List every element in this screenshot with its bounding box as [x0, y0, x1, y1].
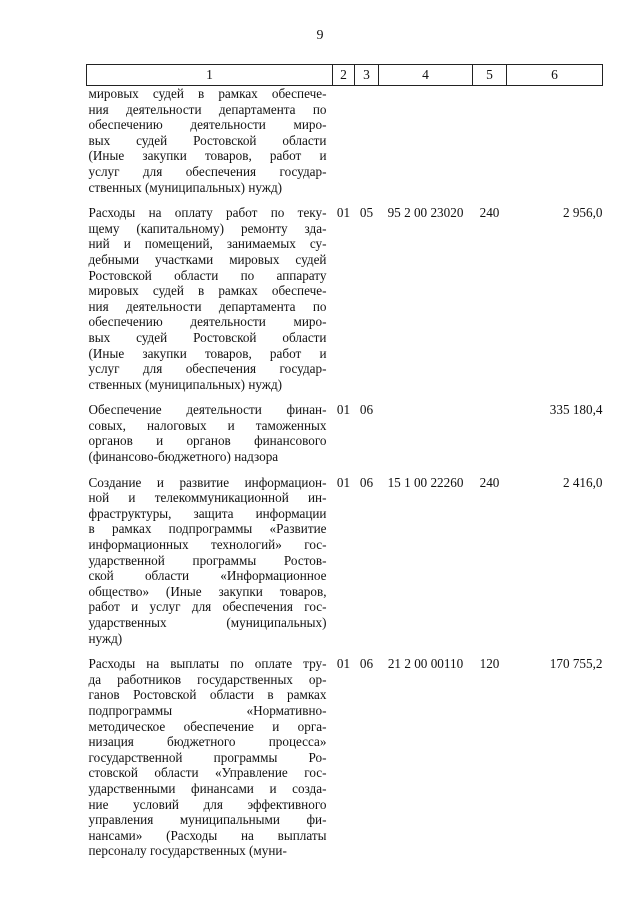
table-header — [87, 65, 603, 86]
description-line: обеспечению деятельности миро- — [88, 117, 327, 133]
description-line: ственных (муниципальных) нужд) — [88, 179, 283, 195]
table-row — [87, 205, 603, 392]
row-vr — [473, 402, 507, 464]
table-row — [87, 475, 603, 647]
description-line: обеспечению деятельности миро- — [88, 314, 327, 330]
description-line: ударственными финансами и созда- — [88, 780, 327, 796]
row-rz: 01 — [336, 474, 351, 490]
row-rz — [333, 86, 355, 196]
table-body — [87, 86, 603, 859]
row-pr — [355, 86, 379, 196]
description-line: вых судей Ростовской области — [88, 329, 327, 345]
row-spacer — [87, 646, 603, 656]
description-line: Расходы на выплаты по оплате тру- — [88, 656, 327, 672]
row-csr: 15 1 00 22260 — [387, 474, 464, 490]
row-csr — [379, 402, 473, 464]
row-amount: 2 956,0 — [562, 205, 603, 221]
description-line: в рамках подпрограммы «Развитие — [88, 521, 327, 537]
column-header-vr: 5 — [473, 65, 507, 86]
description-line: ударственных (муниципальных) — [88, 615, 327, 630]
description-line: щему (капитальному) ремонту зда- — [88, 220, 327, 236]
description-line: услуг для обеспечения государ- — [88, 361, 327, 377]
row-spacer — [87, 465, 603, 475]
description-line: нужд) — [88, 630, 123, 646]
description-line: (Иные закупки товаров, работ и — [88, 148, 327, 164]
row-csr: 21 2 00 00110 — [387, 656, 464, 672]
row-rz: 01 — [336, 656, 351, 672]
table-row — [87, 86, 603, 196]
row-description — [87, 656, 333, 859]
row-amount: 335 180,4 — [549, 402, 603, 418]
description-line: Ростовской области по аппарату — [88, 267, 327, 283]
budget-table — [86, 64, 603, 859]
row-amount — [507, 86, 603, 196]
row-vr: 120 — [479, 656, 500, 672]
row-pr: 05 — [359, 205, 374, 221]
row-vr — [473, 86, 507, 196]
description-line: Обеспечение деятельности финан- — [88, 402, 327, 418]
description-line: Расходы на оплату работ по теку- — [88, 205, 327, 221]
description-line: ний и помещений, занимаемых су- — [88, 236, 327, 252]
row-rz: 01 — [336, 205, 351, 221]
description-line: подпрограммы «Нормативно- — [88, 702, 327, 718]
row-amount: 170 755,2 — [549, 656, 603, 672]
row-description — [87, 475, 333, 647]
row-csr — [379, 86, 473, 196]
column-header-rz: 2 — [333, 65, 355, 86]
description-line: да работников государственных ор- — [88, 671, 327, 687]
description-line: дебными участками мировых судей — [88, 251, 327, 267]
description-line: ганов Ростовской области в рамках — [88, 687, 327, 703]
description-line: органов и органов финансового — [88, 433, 327, 449]
description-line: ской области «Информационное — [88, 568, 327, 584]
table-row — [87, 656, 603, 859]
description-line: мировых судей в рамках обеспече- — [88, 86, 327, 101]
column-header-csr: 4 — [379, 65, 473, 86]
column-header-amount: 6 — [507, 65, 603, 86]
description-line: стовской области «Управление гос- — [88, 765, 327, 781]
row-pr: 06 — [359, 656, 374, 672]
column-header-pr: 3 — [355, 65, 379, 86]
description-line: услуг для обеспечения государ- — [88, 163, 327, 179]
description-line: совых, налоговых и таможенных — [88, 417, 327, 433]
row-spacer — [87, 392, 603, 402]
page-number: 9 — [316, 28, 324, 43]
description-line: вых судей Ростовской области — [88, 132, 327, 148]
description-line: Создание и развитие информацион- — [88, 474, 327, 490]
row-description — [87, 402, 333, 464]
description-line: ной и телекоммуникационной ин- — [88, 490, 327, 506]
description-line: методическое обеспечение и орга- — [88, 718, 327, 734]
row-description — [87, 205, 333, 392]
description-line: ние условий для эффективного — [88, 796, 327, 812]
row-csr: 95 2 00 23020 — [387, 205, 464, 221]
description-line: (финансово-бюджетного) надзора — [88, 449, 279, 465]
description-line: работ и услуг для обеспечения гос- — [88, 599, 327, 615]
row-description — [87, 86, 333, 196]
description-line: ния деятельности департамента по — [88, 101, 327, 117]
column-header-name: 1 — [87, 65, 333, 86]
description-line: (Иные закупки товаров, работ и — [88, 345, 327, 361]
row-rz: 01 — [336, 402, 351, 418]
description-line: ния деятельности департамента по — [88, 298, 327, 314]
table-row — [87, 402, 603, 464]
description-line: управления муниципальными фи- — [88, 812, 327, 828]
description-line: информационных технологий» гос- — [88, 537, 327, 553]
description-line: ственных (муниципальных) нужд) — [88, 376, 283, 392]
description-line: низация бюджетного процесса» — [88, 734, 327, 750]
description-line: общество» (Иные закупки товаров, — [88, 583, 327, 599]
row-spacer — [87, 195, 603, 205]
description-line: фраструктуры, защита информации — [88, 505, 327, 521]
description-line: государственной программы Ро- — [88, 749, 327, 765]
row-vr: 240 — [479, 474, 500, 490]
description-line: ударственной программы Ростов- — [88, 552, 327, 568]
row-pr: 06 — [359, 474, 374, 490]
description-line: персоналу государственных (муни- — [88, 843, 287, 859]
description-line: нансами» (Расходы на выплаты — [88, 827, 327, 843]
row-vr: 240 — [479, 205, 500, 221]
row-amount: 2 416,0 — [562, 474, 603, 490]
description-line: мировых судей в рамках обеспече- — [88, 283, 327, 299]
row-pr: 06 — [359, 402, 374, 418]
